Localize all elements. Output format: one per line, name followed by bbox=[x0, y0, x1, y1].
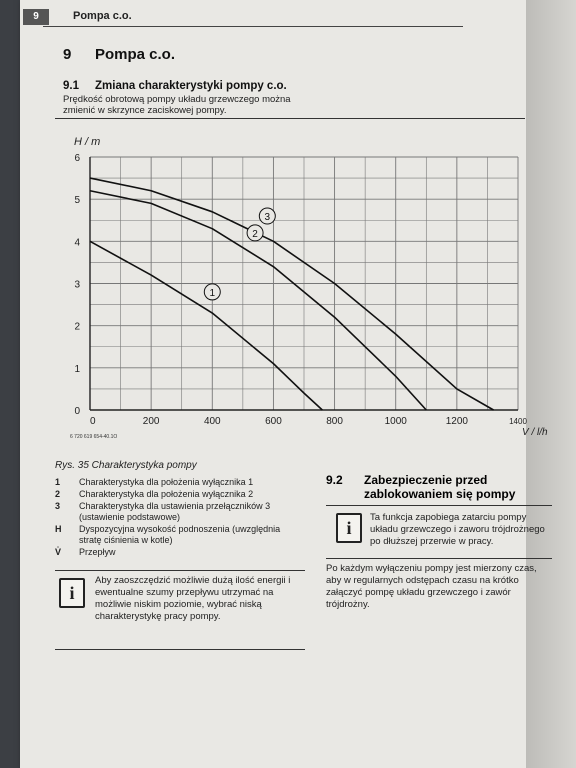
figure-caption: Rys. 35 Charakterystyka pompy bbox=[55, 460, 197, 471]
curve-label: 1 bbox=[209, 287, 216, 299]
pump-curve-chart bbox=[40, 124, 552, 454]
legend-text: Charakterystyka dla położenia wyłącznika 2 bbox=[79, 489, 254, 499]
page-number: 9 bbox=[23, 9, 49, 25]
subsection-2-title: Zabezpieczenie przed zablokowaniem się pompy bbox=[364, 473, 516, 501]
legend-text: Przepływ bbox=[79, 547, 116, 557]
x-tick-label: 600 bbox=[265, 416, 282, 427]
chart-svg bbox=[40, 124, 552, 454]
x-tick-label: 200 bbox=[142, 416, 160, 427]
x-tick-label: 1200 bbox=[445, 416, 468, 427]
legend-text: Charakterystyka dla położenia wyłącznika 1 bbox=[79, 477, 254, 487]
page-header-title: Pompa c.o. bbox=[73, 10, 132, 22]
y-tick-label: 5 bbox=[74, 195, 80, 207]
x-tick-label: 0 bbox=[90, 416, 96, 427]
legend-item bbox=[55, 547, 305, 558]
antiblock-paragraph: Po każdym wyłączeniu pompy jest mierzony czas, aby w regularnych odstępach czasu na krótko załączyć pompę układu grzewczego i zawór trójdrożny. bbox=[326, 563, 537, 610]
x-tick-label: 1400 bbox=[509, 417, 527, 426]
subsection-number: 9.1 bbox=[63, 80, 79, 92]
section-number: 9 bbox=[63, 46, 72, 63]
legend-item bbox=[55, 489, 305, 500]
notice-text: Ta funkcja zapobiega zatarciu pompy układu grzewczego i zaworu trójdrożnego po dłuższej przerwie w pracy. bbox=[370, 512, 545, 547]
notice-bottom-rule bbox=[326, 558, 552, 559]
subsection-2-number: 9.2 bbox=[326, 473, 343, 487]
antiblock-notice bbox=[326, 505, 552, 559]
legend-text: Charakterystyka dla ustawienia przełączników 3 (ustawienie podstawowe) bbox=[79, 501, 271, 522]
notice-text: Aby zaoszczędzić możliwie dużą ilość energii i ewentualne szumy przepływu utrzymać na możliwie niskim poziomie, wybrać niską charakterystykę pracy pompy. bbox=[95, 575, 291, 622]
legend-key: H bbox=[55, 524, 62, 534]
curve-label: 3 bbox=[264, 212, 271, 224]
legend-key: 2 bbox=[55, 489, 61, 499]
x-tick-label: 1000 bbox=[384, 416, 407, 427]
y-axis-label: H / m bbox=[74, 136, 101, 148]
notice-top-rule bbox=[55, 570, 305, 571]
series-line-2 bbox=[90, 191, 426, 410]
figure-code: 6 720 619 654-40.1O bbox=[70, 434, 118, 440]
y-tick-label: 2 bbox=[74, 321, 80, 333]
info-icon: i bbox=[336, 513, 362, 543]
legend-item bbox=[55, 524, 305, 546]
x-axis-label: V / l/h bbox=[522, 427, 548, 438]
chart-top-rule bbox=[55, 118, 525, 119]
series-line-3 bbox=[90, 178, 494, 410]
legend-item bbox=[55, 501, 305, 523]
section-heading bbox=[63, 46, 175, 63]
notice-top-rule bbox=[326, 505, 552, 506]
subsection-heading bbox=[63, 80, 287, 92]
legend-text: Dyspozycyjna wysokość podnoszenia (uwzględnia stratę ciśnienia w kotle) bbox=[79, 524, 281, 545]
energy-notice bbox=[55, 570, 305, 650]
x-tick-label: 800 bbox=[326, 416, 343, 427]
legend-key: 3 bbox=[55, 501, 61, 511]
y-tick-label: 0 bbox=[74, 406, 80, 417]
y-tick-label: 1 bbox=[74, 363, 80, 375]
info-icon: i bbox=[59, 578, 85, 608]
figure-legend bbox=[55, 477, 305, 559]
notice-bottom-rule bbox=[55, 649, 305, 650]
curve-label: 2 bbox=[252, 228, 258, 240]
subsection-title: Zmiana charakterystyki pompy c.o. bbox=[95, 80, 287, 92]
x-tick-label: 400 bbox=[203, 416, 221, 427]
legend-item bbox=[55, 477, 305, 488]
section-title: Pompa c.o. bbox=[95, 46, 176, 63]
y-tick-label: 6 bbox=[74, 153, 80, 164]
y-tick-label: 4 bbox=[74, 237, 80, 249]
y-tick-label: 3 bbox=[74, 279, 80, 291]
legend-key: 1 bbox=[55, 477, 61, 487]
legend-key: V̇ bbox=[55, 547, 62, 557]
intro-text: Prędkość obrotową pompy układu grzewczego można zmienić w skrzynce zaciskowej pompy. bbox=[63, 94, 291, 116]
